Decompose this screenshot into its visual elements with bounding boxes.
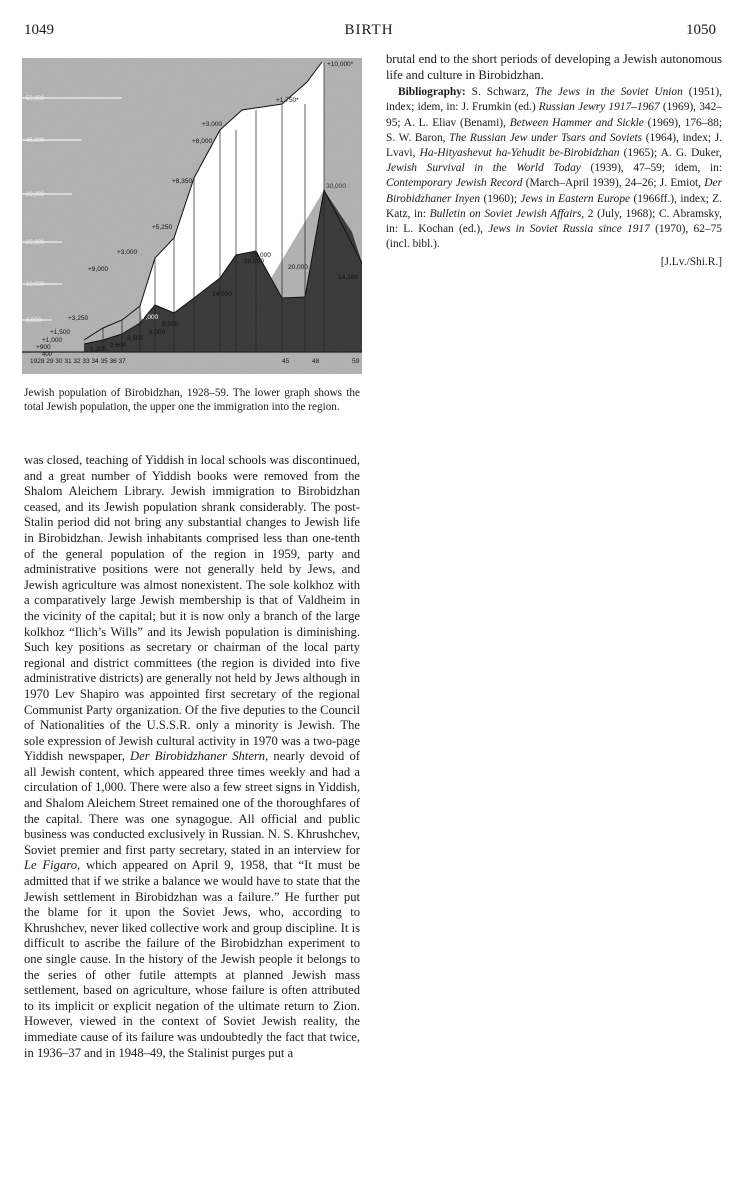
citation-text: (March–April 1939), 24–26; J. Emiot,: [522, 177, 705, 190]
citation-text: (1966ff.), index; Z. Katz, in:: [386, 192, 722, 220]
work-title: Jewish Survival in the World Today: [386, 162, 581, 175]
bibliography-label: Bibliography:: [398, 86, 466, 99]
svg-text:8,500: 8,500: [162, 321, 179, 328]
svg-text:48: 48: [312, 358, 320, 365]
work-title: Bulletin on Soviet Jewish Affairs,: [429, 207, 585, 220]
svg-text:45: 45: [282, 358, 290, 365]
work-title: Jews in Soviet Russia since 1917: [488, 223, 650, 236]
work-title: Jews in Eastern Europe: [520, 192, 631, 205]
work-title: Contemporary Jewish Record: [386, 177, 523, 190]
citation-text: (1960);: [480, 192, 521, 205]
citation-text: (1965); A. G. Duker,: [619, 147, 722, 159]
page-number-right: 1050: [686, 22, 716, 38]
svg-text:6,000: 6,000: [26, 318, 42, 324]
author-signature: [J.Lv./Shi.R.]: [660, 256, 722, 269]
body-paragraph: [24, 453, 360, 1061]
svg-text:+9,000: +9,000: [88, 266, 109, 273]
population-chart: [22, 58, 362, 374]
svg-text:7,000: 7,000: [142, 314, 159, 321]
text-run: was closed, teaching of Yiddish in local schools was discontinued, and a great number of Yiddish books were removed from the Shalom Aleichem Library. Jewish immigration to Birobidzhan ceased, and its Jewish population shrank considerably. The post-Stalin period did not bring any substantial changes to Jewish life in Birobidzhan. Jewish inhabitants comprised less than one-tenth of the general population of the region in 1959, party and administrative positions were not generally held by Jews, and Jewish agriculture was almost nonexistent. The sole kolkhoz with a comparatively large Jewish membership is that of Valdheim in the vicinity of the capital; but it is now only a branch of the large kolkhoz “Ilich’s Wills” and its Jewish population is diminishing. Such key positions as secretary or chairman of the local party regional and district committees (the region is divided into five administrative districts) are generally not held by Jews although in 1970 Lev Shapiro was appointed first secretary of the regional Communist Party organization. Of the five deputies to the Council of Nationalities of the U.S.S.R. only a minority is Jewish. The sole expression of Jewish cultural activity in 1970 was a two-page Yiddish newspaper,: [24, 453, 360, 764]
svg-text:14,269: 14,269: [338, 274, 358, 281]
citation-text: (1969), 342–95; A. L. Eliav (Benami),: [386, 101, 722, 129]
body-paragraph: brutal end to the short periods of developing a Jewish autonomous life and culture in Birobidzhan.: [386, 52, 722, 82]
text-run: nearly devoid of all Jewish content, which appeared three times weekly and had a circulation of 1,000. There were also a few street signs in Yiddish, and Shalom Aleichem Street remained one of the thoroughfares of the capital. There was one synagogue. All official and public business was conducted exclusively in Russian. N. S. Khrushchev, Soviet premier and first party secretary, stated in an interview for: [24, 749, 360, 857]
work-title: Between Hammer and Sickle: [509, 116, 644, 129]
bibliography: [386, 85, 722, 252]
svg-text:19,000: 19,000: [251, 252, 271, 259]
svg-text:3,500: 3,500: [127, 335, 144, 342]
citation-text: (1964), index; J. Lvavi,: [386, 131, 722, 159]
svg-text:6,000: 6,000: [149, 329, 166, 336]
svg-text:50,000: 50,000: [26, 96, 45, 102]
bibliography-entries: [386, 86, 722, 250]
svg-text:20,000: 20,000: [288, 264, 308, 271]
svg-text:+900: +900: [36, 344, 51, 351]
svg-text:+3,000: +3,000: [202, 121, 223, 128]
work-title: Russian Jewry 1917–1967: [538, 101, 660, 114]
svg-text:+8,350: +8,350: [172, 178, 193, 185]
svg-text:+3,250: +3,250: [68, 315, 89, 322]
newspaper-title: Le Figaro,: [24, 858, 81, 873]
newspaper-title: Der Birobidzhaner Shtern,: [130, 749, 269, 764]
citation-text: (1939), 47–59; idem, in:: [580, 162, 722, 175]
svg-text:1,200: 1,200: [90, 346, 107, 353]
svg-text:18,000: 18,000: [244, 258, 264, 265]
svg-text:+1,000: +1,000: [42, 337, 63, 344]
citation-text: (1970), 62–75 (incl. bibl.).: [386, 223, 722, 251]
svg-text:20,000: 20,000: [26, 240, 45, 246]
svg-text:+1,750*: +1,750*: [276, 97, 299, 104]
citation-text: S. Schwarz,: [465, 86, 535, 99]
svg-text:45,000: 45,000: [26, 138, 45, 144]
citation-text: 2 (July, 1968); C. Abramsky, in: L. Kochan (ed.),: [386, 207, 722, 236]
running-title: BIRTH: [344, 22, 394, 38]
text-run: which appeared on April 9, 1958, that “It must be admitted that if we strike a balance we would have to state that the Jewish settlement in Birobidzhan was a failure.” He further put the blame for it upon the Soviet Jews, who, according to Khrushchev, never liked collective work and group discipline. It is difficult to ascribe the failure of the Birobidzhan experiment to one single cause. In the history of the Jewish people it belongs to the series of other futile attempts at planned Jewish mass settlement, based on agriculture, whose failure is often attributed to its implicit or explicit negation of the ultimate return to Zion. However, viewed in the context of Soviet Jewish reality, the immediate cause of its failure was undoubtedly the fact that twice, in 1936–37 and in 1948–49, the Stalinist purges put a: [24, 858, 360, 1060]
figure-caption: Jewish population of Birobidzhan, 1928–59. The lower graph shows the total Jewish population, the upper one the immigration into the region.: [24, 387, 360, 413]
svg-text:30,000: 30,000: [326, 183, 346, 190]
svg-text:+8,000: +8,000: [192, 138, 213, 145]
svg-text:400: 400: [42, 352, 53, 358]
work-title: The Russian Jew under Tsars and Soviets: [449, 131, 643, 144]
left-column-text: [24, 453, 360, 1061]
work-title: Ha-Hityashevut ha-Yehudit be-Birobidzhan: [419, 147, 620, 159]
svg-text:+3,000: +3,000: [117, 249, 138, 256]
right-column-text: [386, 52, 722, 271]
svg-text:+1,500: +1,500: [50, 329, 71, 336]
work-title: Der Birobidzhaner Inyen: [386, 177, 722, 205]
svg-text:59: 59: [352, 358, 360, 365]
svg-text:10,000: 10,000: [26, 282, 45, 288]
svg-text:+5,250: +5,250: [152, 224, 173, 231]
citation-text: (1969), 176–88; S. W. Baron,: [386, 116, 722, 144]
svg-text:2,600: 2,600: [110, 342, 127, 349]
svg-text:14,000: 14,000: [212, 291, 232, 298]
citation-text: (1951), index; idem, in: J. Frumkin (ed.): [386, 86, 722, 114]
svg-text:1928 29 30 31 32 33 34 35 36 3: 1928 29 30 31 32 33 34 35 36 37: [30, 358, 126, 365]
svg-text:30,000: 30,000: [26, 192, 45, 198]
svg-text:+10,000*: +10,000*: [327, 61, 354, 68]
work-title: The Jews in the Soviet Union: [534, 86, 683, 99]
page-number-left: 1049: [24, 22, 54, 38]
